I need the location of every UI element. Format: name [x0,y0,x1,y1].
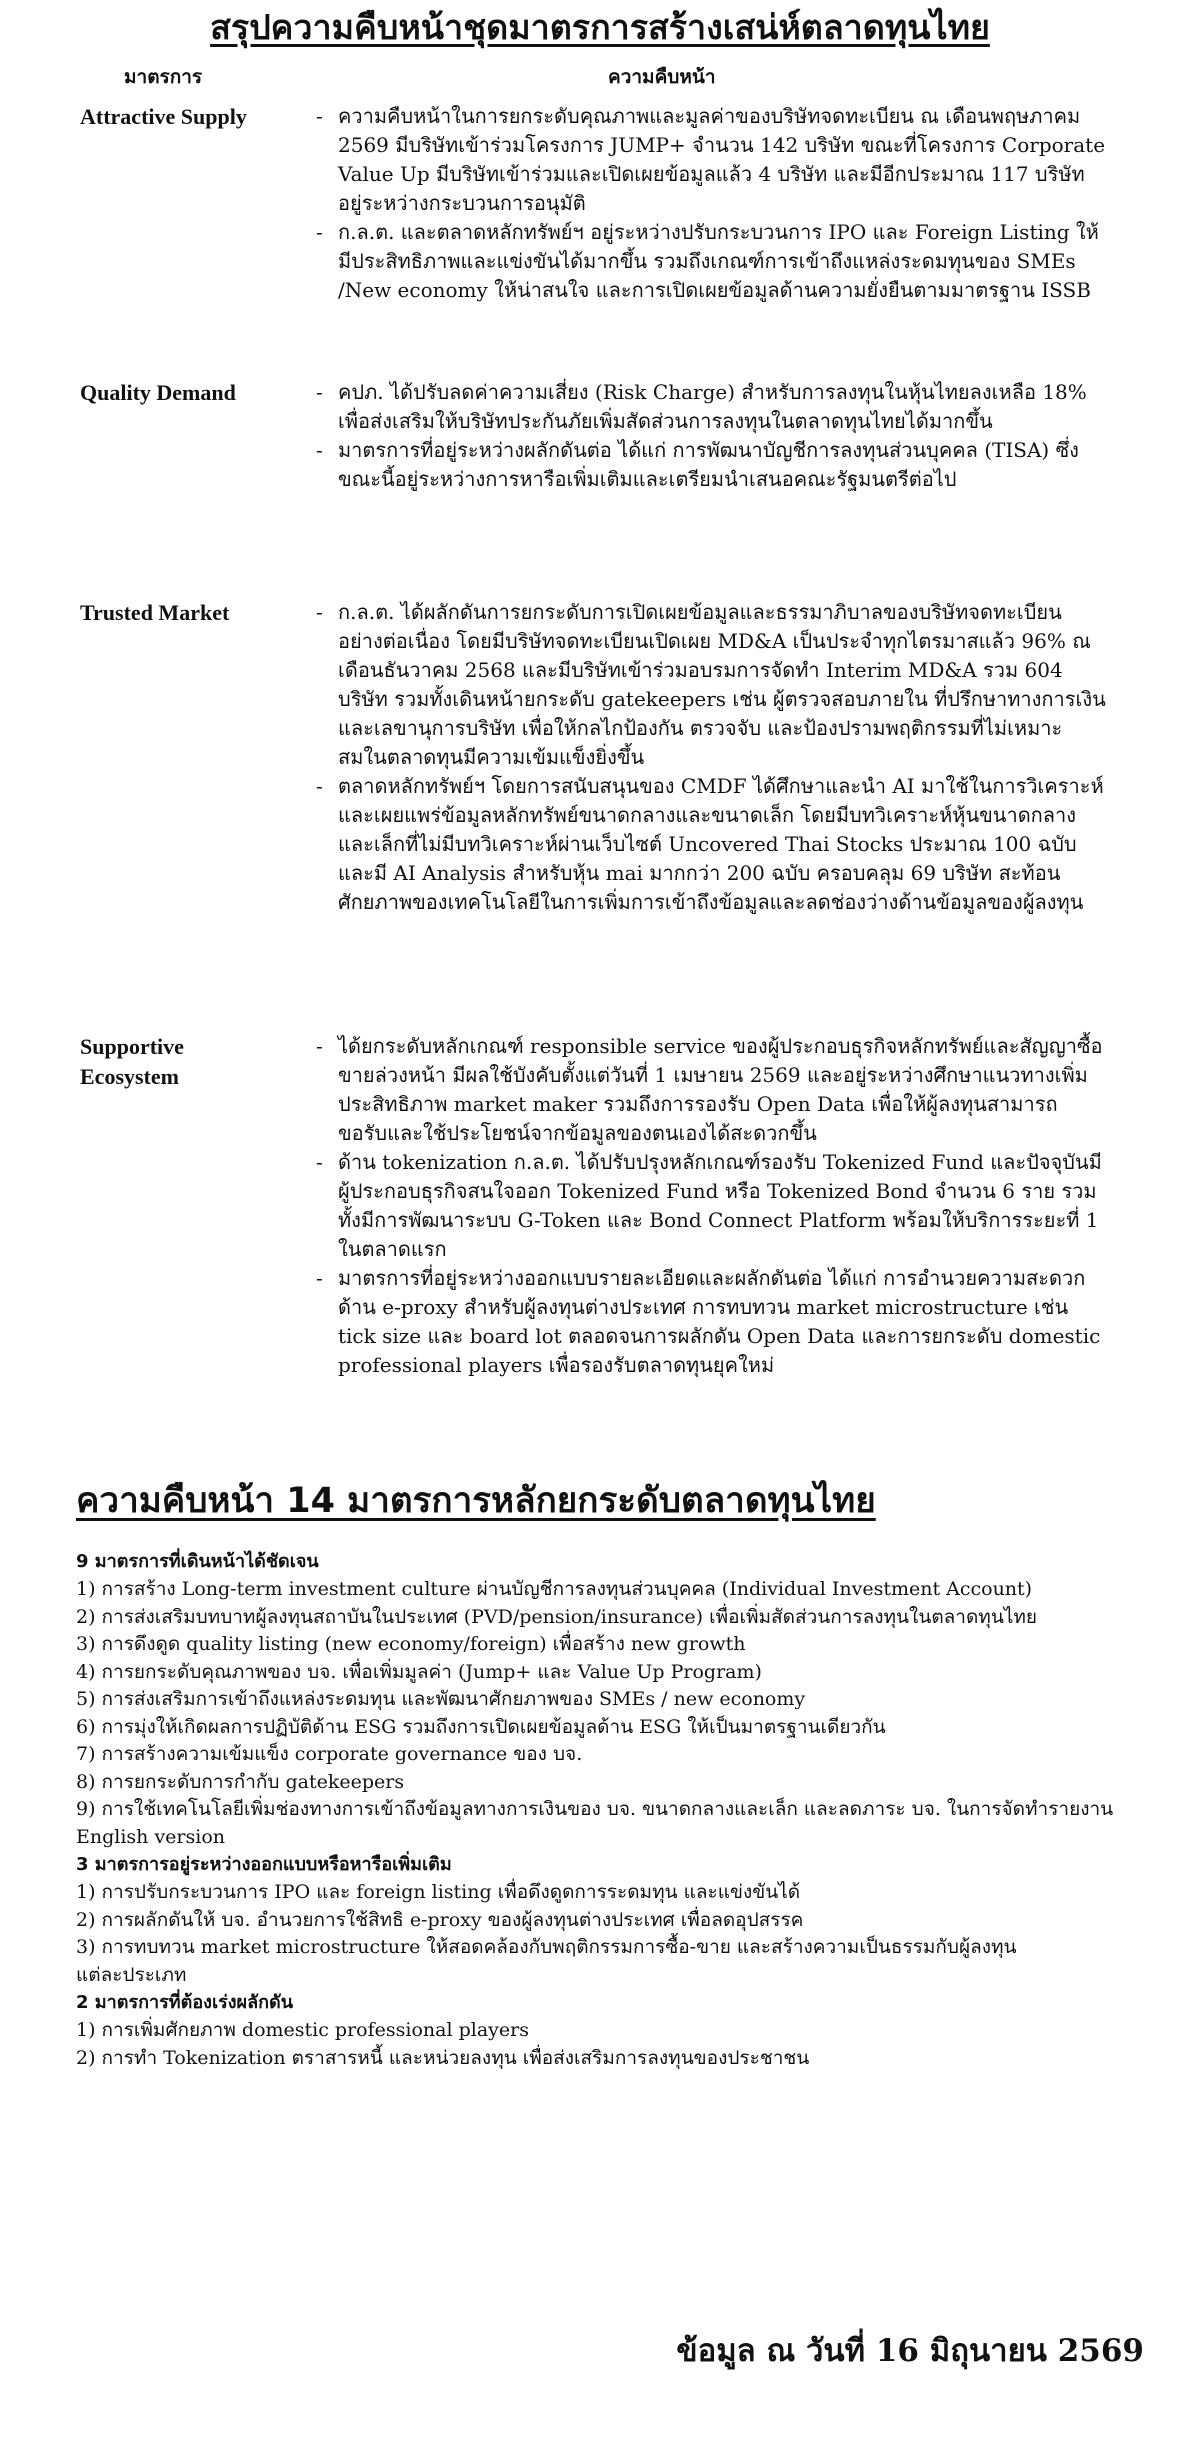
summary-title: สรุปความคืบหน้าชุดมาตรการสร้างเสน่ห์ตลาดทุนไทย [210,8,990,48]
progress-item: - ได้ยกระดับหลักเกณฑ์ responsible service ของผู้ประกอบธุรกิจหลักทรัพย์และสัญญาซื้อขายล่วงหน้า มีผลใช้บังคับตั้งแต่วันที่ 1 เมษายน 2569 และอยู่ระหว่างศึกษาแนวทางเพิ่มประสิทธิภาพ market maker รวมถึงการรองรับ Open Data เพื่อให้ผู้ลงทุนสามารถขอรับและใช้ประโยชน์จากข้อมูลของตนเองได้สะดวกขึ้น [316,1032,1106,1148]
progress-item: - ด้าน tokenization ก.ล.ต. ได้ปรับปรุงหลักเกณฑ์รองรับ Tokenized Fund และปัจจุบันมีผู้ประกอบธุรกิจสนใจออก Tokenized Fund หรือ Tokenized Bond จำนวน 6 ราย รวมทั้งมีการพัฒนาระบบ G-Token และ Bond Connect Platform พร้อมให้บริการระยะที่ 1 ในตลาดแรก [316,1148,1106,1264]
progress-item-text: คปภ. ได้ปรับลดค่าความเสี่ยง (Risk Charge) สำหรับการลงทุนในหุ้นไทยลงเหลือ 18% เพื่อส่งเสริมให้บริษัทประกันภัยเพิ่มสัดส่วนการลงทุนในตลาดทุนไทยได้มากขึ้น [338,380,1087,433]
measure-label: Supportive Ecosystem [80,1034,184,1089]
progress14-title: ความคืบหน้า 14 มาตรการหลักยกระดับตลาดทุนไทย [76,1481,876,1521]
list-item: 6) การมุ่งให้เกิดผลการปฏิบัติด้าน ESG รวมถึงการเปิดเผยข้อมูลด้าน ESG ให้เป็นมาตรฐานเดียวกัน [76,1715,886,1738]
measure-label: Quality Demand [80,380,236,405]
progress-item-text: ได้ยกระดับหลักเกณฑ์ responsible service ของผู้ประกอบธุรกิจหลักทรัพย์และสัญญาซื้อขายล่วงหน้า มีผลใช้บังคับตั้งแต่วันที่ 1 เมษายน 2569 และอยู่ระหว่างศึกษาแนวทางเพิ่มประสิทธิภาพ market maker รวมถึงการรองรับ Open Data เพื่อให้ผู้ลงทุนสามารถขอรับและใช้ประโยชน์จากข้อมูลของตนเองได้สะดวกขึ้น [338,1034,1103,1145]
list-item: 2) การผลักดันให้ บจ. อำนวยการใช้สิทธิ e-proxy ของผู้ลงทุนต่างประเทศ เพื่อลดอุปสรรค [76,1908,804,1931]
progress-item-text: มาตรการที่อยู่ระหว่างผลักดันต่อ ได้แก่ การพัฒนาบัญชีการลงทุนส่วนบุคคล (TISA) ซึ่งขณะนี้อยู่ระหว่างการหารือเพิ่มเติมและเตรียมนำเสนอคณะรัฐมนตรีต่อไป [338,438,1079,491]
list-item: แต่ละประเภท [76,1963,187,1986]
measure-label: Trusted Market [80,600,230,625]
group-heading: 3 มาตรการอยู่ระหว่างออกแบบหรือหารือเพิ่มเติม [76,1854,452,1875]
progress-item-text: ตลาดหลักทรัพย์ฯ โดยการสนับสนุนของ CMDF ได้ศึกษาและนำ AI มาใช้ในการวิเคราะห์และเผยแพร่ข้อมูลหลักทรัพย์ขนาดกลางและขนาดเล็ก โดยมีบทวิเคราะห์หุ้นขนาดกลางและเล็กที่ไม่มีบทวิเคราะห์ผ่านเว็บไซต์ Uncovered Thai Stocks ประมาณ 100 ฉบับ และมี AI Analysis สำหรับหุ้น mai มากกว่า 200 ฉบับ ครอบคลุม 69 บริษัท สะท้อนศักยภาพของเทคโนโลยีในการเพิ่มการเข้าถึงข้อมูลและลดช่องว่างด้านข้อมูลของผู้ลงทุน [338,774,1104,914]
progress-item: - ตลาดหลักทรัพย์ฯ โดยการสนับสนุนของ CMDF ได้ศึกษาและนำ AI มาใช้ในการวิเคราะห์และเผยแพร่ข้อมูลหลักทรัพย์ขนาดกลางและขนาดเล็ก โดยมีบทวิเคราะห์หุ้นขนาดกลางและเล็กที่ไม่มีบทวิเคราะห์ผ่านเว็บไซต์ Uncovered Thai Stocks ประมาณ 100 ฉบับ และมี AI Analysis สำหรับหุ้น mai มากกว่า 200 ฉบับ ครอบคลุม 69 บริษัท สะท้อนศักยภาพของเทคโนโลยีในการเพิ่มการเข้าถึงข้อมูลและลดช่องว่างด้านข้อมูลของผู้ลงทุน [316,772,1106,917]
measure-group [76,1851,1116,1989]
measure-group [76,1989,1116,2072]
list-item: 2) การส่งเสริมบทบาทผู้ลงทุนสถาบันในประเทศ (PVD/pension/insurance) เพื่อเพิ่มสัดส่วนการลงทุนในตลาดทุนไทย [76,1605,1038,1628]
progress-item-text: ด้าน tokenization ก.ล.ต. ได้ปรับปรุงหลักเกณฑ์รองรับ Tokenized Fund และปัจจุบันมีผู้ประกอบธุรกิจสนใจออก Tokenized Fund หรือ Tokenized Bond จำนวน 6 ราย รวมทั้งมีการพัฒนาระบบ G-Token และ Bond Connect Platform พร้อมให้บริการระยะที่ 1 ในตลาดแรก [338,1150,1102,1261]
list-item: 4) การยกระดับคุณภาพของ บจ. เพื่อเพิ่มมูลค่า (Jump+ และ Value Up Program) [76,1660,762,1683]
progress-item: - ก.ล.ต. ได้ผลักดันการยกระดับการเปิดเผยข้อมูลและธรรมาภิบาลของบริษัทจดทะเบียนอย่างต่อเนื่อง โดยมีบริษัทจดทะเบียนเปิดเผย MD&A เป็นประจำทุกไตรมาสแล้ว 96% ณ เดือนธันวาคม 2568 และมีบริษัทเข้าร่วมอบรมการจัดทำ Interim MD&A รวม 604 บริษัท รวมทั้งเดินหน้ายกระดับ gatekeepers เช่น ผู้ตรวจสอบภายใน ที่ปรึกษาทางการเงิน และเลขานุการบริษัท เพื่อให้กลไกป้องกัน ตรวจจับ และป้องปรามพฤติกรรมที่ไม่เหมาะสมในตลาดทุนมีความเข้มแข็งยิ่งขึ้น [316,598,1106,772]
list-item: 9) การใช้เทคโนโลยีเพิ่มช่องทางการเข้าถึงข้อมูลทางการเงินของ บจ. ขนาดกลางและเล็ก และลดภาระ บจ. ในการจัดทำรายงาน English version [76,1798,1114,1848]
progress-item: - ความคืบหน้าในการยกระดับคุณภาพและมูลค่าของบริษัทจดทะเบียน ณ เดือนพฤษภาคม 2569 มีบริษัทเข้าร่วมโครงการ JUMP+ จำนวน 142 บริษัท ขณะที่โครงการ Corporate Value Up มีบริษัทเข้าร่วมและเปิดเผยข้อมูลแล้ว 4 บริษัท และมีอีกประมาณ 117 บริษัทอยู่ระหว่างกระบวนการอนุมัติ [316,102,1106,218]
measure-label: Attractive Supply [80,104,247,129]
data-date-note: ข้อมูล ณ วันที่ 16 มิถุนายน 2569 [676,2333,1144,2369]
progress14-list [76,1548,1116,2072]
progress-item-text: ก.ล.ต. ได้ผลักดันการยกระดับการเปิดเผยข้อมูลและธรรมาภิบาลของบริษัทจดทะเบียนอย่างต่อเนื่อง โดยมีบริษัทจดทะเบียนเปิดเผย MD&A เป็นประจำทุกไตรมาสแล้ว 96% ณ เดือนธันวาคม 2568 และมีบริษัทเข้าร่วมอบรมการจัดทำ Interim MD&A รวม 604 บริษัท รวมทั้งเดินหน้ายกระดับ gatekeepers เช่น ผู้ตรวจสอบภายใน ที่ปรึกษาทางการเงิน และเลขานุการบริษัท เพื่อให้กลไกป้องกัน ตรวจจับ และป้องปรามพฤติกรรมที่ไม่เหมาะสมในตลาดทุนมีความเข้มแข็งยิ่งขึ้น [338,600,1106,769]
group-heading: 9 มาตรการที่เดินหน้าได้ชัดเจน [76,1551,319,1572]
measure-group [76,1548,1116,1851]
list-item: 3) การทบทวน market microstructure ให้สอดคล้องกับพฤติกรรมการซื้อ-ขาย และสร้างความเป็นธรรมกับผู้ลงทุน [76,1936,1017,1958]
list-item: 8) การยกระดับการกำกับ gatekeepers [76,1770,405,1793]
progress-item-text: ก.ล.ต. และตลาดหลักทรัพย์ฯ อยู่ระหว่างปรับกระบวนการ IPO และ Foreign Listing ให้มีประสิทธิภาพและแข่งขันได้มากขึ้น รวมถึงเกณฑ์การเข้าถึงแหล่งระดมทุนของ SMEs /New economy ให้น่าสนใจ และการเปิดเผยข้อมูลด้านความยั่งยืนตามมาตรฐาน ISSB [338,220,1099,302]
list-item: 1) การสร้าง Long-term investment culture ผ่านบัญชีการลงทุนส่วนบุคคล (Individual Investment Account) [76,1578,1033,1600]
progress-item-text: ความคืบหน้าในการยกระดับคุณภาพและมูลค่าของบริษัทจดทะเบียน ณ เดือนพฤษภาคม 2569 มีบริษัทเข้าร่วมโครงการ JUMP+ จำนวน 142 บริษัท ขณะที่โครงการ Corporate Value Up มีบริษัทเข้าร่วมและเปิดเผยข้อมูลแล้ว 4 บริษัท และมีอีกประมาณ 117 บริษัทอยู่ระหว่างกระบวนการอนุมัติ [338,104,1106,215]
list-item: 3) การดึงดูด quality listing (new economy/foreign) เพื่อสร้าง new growth [76,1633,746,1655]
list-item: 1) การปรับกระบวนการ IPO และ foreign listing เพื่อดึงดูดการระดมทุน และแข่งขันได้ [76,1881,801,1903]
progress-item: - มาตรการที่อยู่ระหว่างออกแบบรายละเอียดและผลักดันต่อ ได้แก่ การอำนวยความสะดวกด้าน e-proxy สำหรับผู้ลงทุนต่างประเทศ การทบทวน market microstructure เช่น tick size และ board lot ตลอดจนการผลักดัน Open Data และการยกระดับ domestic professional players เพื่อรองรับตลาดทุนยุคใหม่ [316,1264,1106,1380]
progress-item-text: มาตรการที่อยู่ระหว่างออกแบบรายละเอียดและผลักดันต่อ ได้แก่ การอำนวยความสะดวกด้าน e-proxy สำหรับผู้ลงทุนต่างประเทศ การทบทวน market microstructure เช่น tick size และ board lot ตลอดจนการผลักดัน Open Data และการยกระดับ domestic professional players เพื่อรองรับตลาดทุนยุคใหม่ [338,1266,1101,1377]
list-item: 5) การส่งเสริมการเข้าถึงแหล่งระดมทุน และพัฒนาศักยภาพของ SMEs / new economy [76,1688,806,1710]
progress-item: - ก.ล.ต. และตลาดหลักทรัพย์ฯ อยู่ระหว่างปรับกระบวนการ IPO และ Foreign Listing ให้มีประสิทธิภาพและแข่งขันได้มากขึ้น รวมถึงเกณฑ์การเข้าถึงแหล่งระดมทุนของ SMEs /New economy ให้น่าสนใจ และการเปิดเผยข้อมูลด้านความยั่งยืนตามมาตรฐาน ISSB [316,218,1106,305]
group-heading: 2 มาตรการที่ต้องเร่งผลักดัน [76,1992,294,2013]
list-item: 7) การสร้างความเข้มแข็ง corporate governance ของ บจ. [76,1743,583,1765]
column-header-progress: ความคืบหน้า [608,66,716,88]
list-item: 2) การทำ Tokenization ตราสารหนี้ และหน่วยลงทุน เพื่อส่งเสริมการลงทุนของประชาชน [76,2046,810,2069]
progress-item: - มาตรการที่อยู่ระหว่างผลักดันต่อ ได้แก่ การพัฒนาบัญชีการลงทุนส่วนบุคคล (TISA) ซึ่งขณะนี้อยู่ระหว่างการหารือเพิ่มเติมและเตรียมนำเสนอคณะรัฐมนตรีต่อไป [316,436,1106,494]
progress-item: - คปภ. ได้ปรับลดค่าความเสี่ยง (Risk Charge) สำหรับการลงทุนในหุ้นไทยลงเหลือ 18% เพื่อส่งเสริมให้บริษัทประกันภัยเพิ่มสัดส่วนการลงทุนในตลาดทุนไทยได้มากขึ้น [316,378,1106,436]
column-header-measure: มาตรการ [124,66,203,88]
list-item: 1) การเพิ่มศักยภาพ domestic professional players [76,2019,529,2041]
